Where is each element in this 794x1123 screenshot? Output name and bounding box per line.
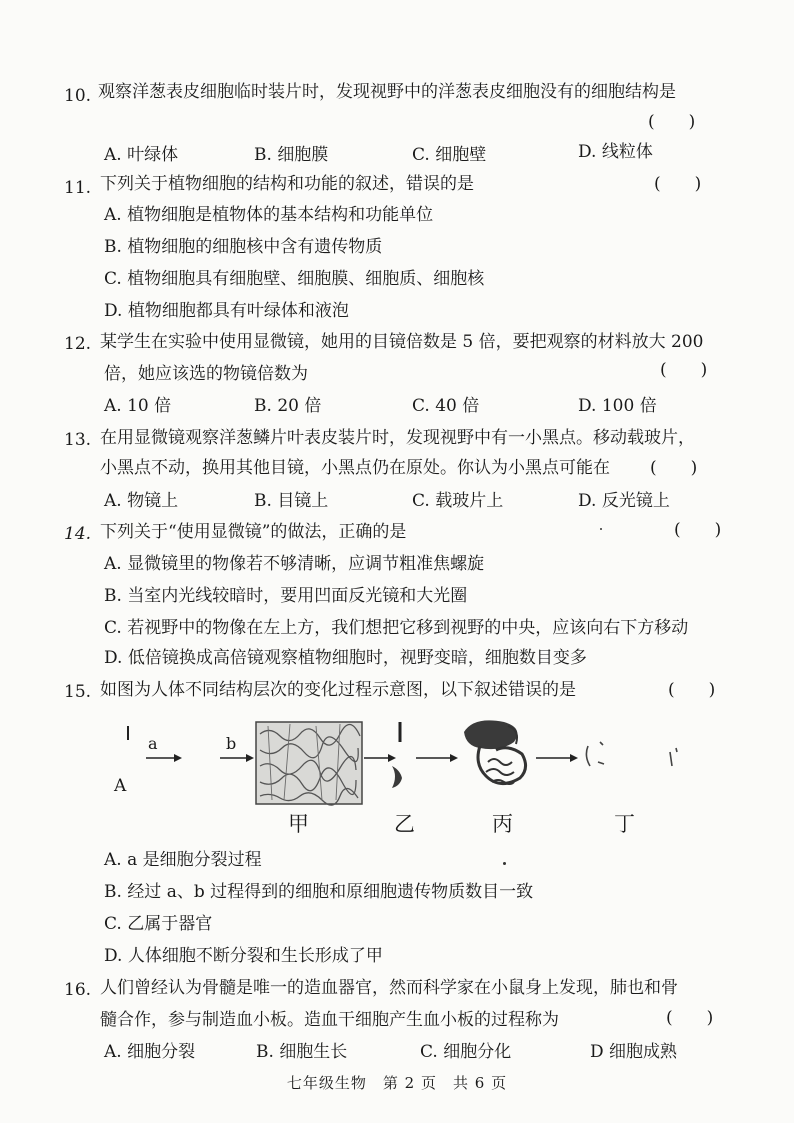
question-stem: 下列关于“使用显微镜”的做法，正确的是: [100, 522, 407, 542]
structure-level-diagram: [110, 712, 710, 842]
option-c: C. 乙属于器官: [104, 914, 213, 934]
option-b: B. 经过 a、b 过程得到的细胞和原细胞遗传物质数目一致: [104, 882, 534, 902]
option-d: D. 植物细胞都具有叶绿体和液泡: [104, 301, 349, 321]
option-d: D. 人体细胞不断分裂和生长形成了甲: [104, 946, 383, 966]
option-a: A. 细胞分裂: [104, 1042, 196, 1062]
answer-paren: ( ): [660, 360, 708, 380]
option-d: D. 100 倍: [578, 396, 657, 416]
option-b: B. 植物细胞的细胞核中含有遗传物质: [104, 237, 383, 257]
stage-label-bing: 丙: [492, 812, 513, 836]
option-a: A. 显微镜里的物像若不够清晰，应调节粗准焦螺旋: [104, 554, 485, 574]
option-b: B. 细胞膜: [254, 145, 329, 165]
question-number: 16.: [64, 980, 92, 1000]
question-stem-line-1: 人们曾经认为骨髓是唯一的造血器官，然而科学家在小鼠身上发现，肺也和骨: [100, 978, 678, 998]
option-a: A. 10 倍: [104, 396, 172, 416]
question-number: 15.: [64, 682, 92, 702]
option-c: C. 植物细胞具有细胞壁、细胞膜、细胞质、细胞核: [104, 269, 485, 289]
option-b: B. 目镜上: [254, 491, 329, 511]
question-stem: 如图为人体不同结构层次的变化过程示意图，以下叙述错误的是: [100, 680, 576, 700]
question-number: 11.: [64, 178, 92, 198]
option-d: D. 反光镜上: [578, 491, 670, 511]
scan-speck: [600, 528, 602, 530]
option-c: C. 细胞分化: [420, 1042, 512, 1062]
answer-paren: ( ): [666, 1008, 714, 1028]
option-c: C. 若视野中的物像在左上方，我们想把它移到视野的中央，应该向右下方移动: [104, 618, 689, 638]
question-number: 13.: [64, 430, 92, 450]
answer-paren: ( ): [648, 112, 696, 132]
option-b: B. 当室内光线较暗时，要用凹面反光镜和大光圈: [104, 586, 468, 606]
question-stem: 观察洋葱表皮细胞临时装片时，发现视野中的洋葱表皮细胞没有的细胞结构是: [98, 82, 676, 102]
scan-speck: [503, 862, 506, 865]
option-d: D. 低倍镜换成高倍镜观察植物细胞时，视野变暗，细胞数目变多: [104, 648, 587, 668]
option-a: A. a 是细胞分裂过程: [104, 850, 262, 870]
question-stem-line-2: 髓合作，参与制造血小板。造血干细胞产生血小板的过程称为: [100, 1010, 559, 1030]
arrow-b-label: b: [226, 734, 237, 753]
option-b: B. 细胞生长: [256, 1042, 348, 1062]
page-footer: 七年级生物 第 2 页 共 6 页: [286, 1074, 508, 1092]
question-stem-line-1: 某学生在实验中使用显微镜，她用的目镜倍数是 5 倍，要把观察的材料放大 200: [100, 332, 704, 352]
option-a: A. 物镜上: [104, 491, 179, 511]
stage-label-ding: 丁: [614, 812, 635, 836]
option-a: A. 植物细胞是植物体的基本结构和功能单位: [104, 205, 434, 225]
option-c: C. 细胞壁: [412, 145, 487, 165]
question-stem-line-2: 小黑点不动，换用其他目镜，小黑点仍在原处。你认为小黑点可能在: [100, 458, 610, 478]
option-c: C. 40 倍: [412, 396, 480, 416]
answer-paren: ( ): [674, 520, 722, 540]
answer-paren: ( ): [668, 680, 716, 700]
answer-paren: ( ): [654, 174, 702, 194]
option-b: B. 20 倍: [254, 396, 322, 416]
option-a: A. 叶绿体: [104, 145, 179, 165]
question-number: 12.: [64, 334, 92, 354]
question-number: 14.: [64, 524, 92, 544]
question-number: 10.: [64, 86, 92, 106]
question-stem-line-2: 倍，她应该选的物镜倍数为: [104, 364, 308, 384]
stage-label-yi: 乙: [394, 812, 415, 836]
option-d: D. 线粒体: [578, 142, 653, 162]
option-c: C. 载玻片上: [412, 491, 504, 511]
arrow-a-label: a: [148, 734, 158, 753]
question-stem: 下列关于植物细胞的结构和功能的叙述，错误的是: [100, 174, 474, 194]
option-d: D 细胞成熟: [590, 1042, 678, 1062]
stage-label-jia: 甲: [288, 812, 309, 836]
answer-paren: ( ): [650, 458, 698, 478]
question-stem-line-1: 在用显微镜观察洋葱鳞片叶表皮装片时，发现视野中有一小黑点。移动载玻片，: [100, 428, 695, 448]
start-label: A: [114, 776, 127, 796]
